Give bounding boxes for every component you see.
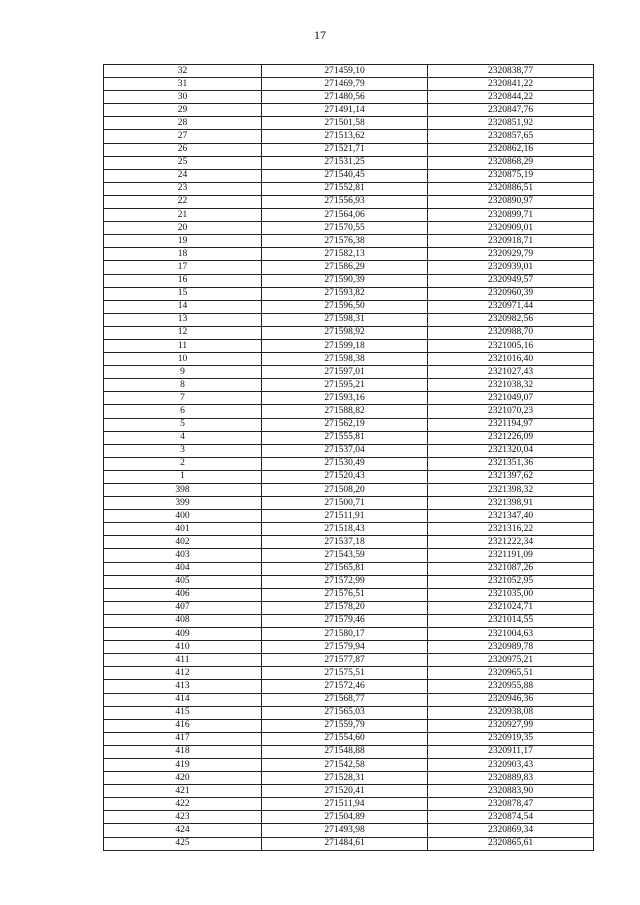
y-coordinate-cell: 2320929,79 (428, 248, 594, 261)
x-coordinate-cell: 271579,46 (262, 614, 428, 627)
x-coordinate-cell: 271556,93 (262, 195, 428, 208)
x-coordinate-cell: 271520,41 (262, 785, 428, 798)
point-number-cell: 401 (104, 523, 262, 536)
point-number-cell: 398 (104, 484, 262, 497)
x-coordinate-cell: 271552,81 (262, 182, 428, 195)
table-row (104, 706, 594, 719)
y-coordinate-cell: 2320989,78 (428, 641, 594, 654)
x-coordinate-cell: 271597,01 (262, 366, 428, 379)
x-coordinate-cell: 271537,04 (262, 444, 428, 457)
point-number-cell: 406 (104, 588, 262, 601)
y-coordinate-cell: 2320909,01 (428, 222, 594, 235)
table-row (104, 680, 594, 693)
point-number-cell: 12 (104, 326, 262, 339)
table-row (104, 222, 594, 235)
x-coordinate-cell: 271555,81 (262, 431, 428, 444)
point-number-cell: 405 (104, 575, 262, 588)
table-row (104, 601, 594, 614)
point-number-cell: 27 (104, 130, 262, 143)
table-row (104, 143, 594, 156)
y-coordinate-cell: 2320889,83 (428, 772, 594, 785)
y-coordinate-cell: 2320865,61 (428, 837, 594, 850)
y-coordinate-cell: 2320971,44 (428, 300, 594, 313)
table-row (104, 130, 594, 143)
point-number-cell: 410 (104, 641, 262, 654)
table-row (104, 654, 594, 667)
point-number-cell: 17 (104, 261, 262, 274)
y-coordinate-cell: 2320918,71 (428, 235, 594, 248)
point-number-cell: 413 (104, 680, 262, 693)
x-coordinate-cell: 271586,29 (262, 261, 428, 274)
table-row (104, 510, 594, 523)
page-number: 17 (314, 28, 326, 42)
point-number-cell: 4 (104, 431, 262, 444)
table-row (104, 484, 594, 497)
x-coordinate-cell: 271598,31 (262, 313, 428, 326)
table-row (104, 235, 594, 248)
y-coordinate-cell: 2321004,63 (428, 628, 594, 641)
point-number-cell: 16 (104, 274, 262, 287)
y-coordinate-cell: 2321398,91 (428, 497, 594, 510)
table-row (104, 719, 594, 732)
x-coordinate-cell: 271580,17 (262, 628, 428, 641)
point-number-cell: 32 (104, 65, 262, 78)
y-coordinate-cell: 2320903,43 (428, 758, 594, 771)
table-row (104, 117, 594, 130)
y-coordinate-cell: 2320857,65 (428, 130, 594, 143)
y-coordinate-cell: 2321347,40 (428, 510, 594, 523)
table-row (104, 274, 594, 287)
point-number-cell: 415 (104, 706, 262, 719)
point-number-cell: 404 (104, 562, 262, 575)
x-coordinate-cell: 271596,50 (262, 300, 428, 313)
y-coordinate-cell: 2320919,35 (428, 732, 594, 745)
y-coordinate-cell: 2321027,43 (428, 366, 594, 379)
x-coordinate-cell: 271593,16 (262, 392, 428, 405)
table-row (104, 287, 594, 300)
table-row (104, 169, 594, 182)
x-coordinate-cell: 271572,99 (262, 575, 428, 588)
y-coordinate-cell: 2321351,36 (428, 457, 594, 470)
y-coordinate-cell: 2320890,97 (428, 195, 594, 208)
point-number-cell: 22 (104, 195, 262, 208)
table-row (104, 641, 594, 654)
x-coordinate-cell: 271598,92 (262, 326, 428, 339)
point-number-cell: 408 (104, 614, 262, 627)
table-row (104, 78, 594, 91)
table-row (104, 772, 594, 785)
x-coordinate-cell: 271537,18 (262, 536, 428, 549)
y-coordinate-cell: 2320847,76 (428, 104, 594, 117)
table-row (104, 392, 594, 405)
table-row (104, 745, 594, 758)
table-row (104, 379, 594, 392)
x-coordinate-cell: 271570,55 (262, 222, 428, 235)
table-row (104, 614, 594, 627)
table-row (104, 758, 594, 771)
y-coordinate-cell: 2320844,22 (428, 91, 594, 104)
point-number-cell: 420 (104, 772, 262, 785)
coordinates-table (103, 64, 594, 851)
y-coordinate-cell: 2320875,19 (428, 169, 594, 182)
x-coordinate-cell: 271521,71 (262, 143, 428, 156)
table-row (104, 444, 594, 457)
table-row (104, 195, 594, 208)
table-row (104, 65, 594, 78)
table-row (104, 811, 594, 824)
y-coordinate-cell: 2320975,21 (428, 654, 594, 667)
y-coordinate-cell: 2320955,88 (428, 680, 594, 693)
table-row (104, 667, 594, 680)
x-coordinate-cell: 271542,58 (262, 758, 428, 771)
point-number-cell: 409 (104, 628, 262, 641)
point-number-cell: 30 (104, 91, 262, 104)
x-coordinate-cell: 271565,03 (262, 706, 428, 719)
x-coordinate-cell: 271540,45 (262, 169, 428, 182)
table-row (104, 457, 594, 470)
table-row (104, 562, 594, 575)
y-coordinate-cell: 2320988,70 (428, 326, 594, 339)
table-row (104, 182, 594, 195)
y-coordinate-cell: 2321052,95 (428, 575, 594, 588)
point-number-cell: 13 (104, 313, 262, 326)
point-number-cell: 411 (104, 654, 262, 667)
x-coordinate-cell: 271565,81 (262, 562, 428, 575)
table-row (104, 732, 594, 745)
x-coordinate-cell: 271491,14 (262, 104, 428, 117)
x-coordinate-cell: 271576,51 (262, 588, 428, 601)
table-row (104, 366, 594, 379)
point-number-cell: 400 (104, 510, 262, 523)
point-number-cell: 6 (104, 405, 262, 418)
point-number-cell: 419 (104, 758, 262, 771)
x-coordinate-cell: 271531,25 (262, 156, 428, 169)
x-coordinate-cell: 271588,82 (262, 405, 428, 418)
x-coordinate-cell: 271513,62 (262, 130, 428, 143)
y-coordinate-cell: 2320965,51 (428, 667, 594, 680)
table-row (104, 209, 594, 222)
table-row (104, 261, 594, 274)
point-number-cell: 31 (104, 78, 262, 91)
point-number-cell: 23 (104, 182, 262, 195)
y-coordinate-cell: 2321397,62 (428, 470, 594, 483)
y-coordinate-cell: 2320883,90 (428, 785, 594, 798)
y-coordinate-cell: 2320878,47 (428, 798, 594, 811)
y-coordinate-cell: 2321038,32 (428, 379, 594, 392)
y-coordinate-cell: 2321070,23 (428, 405, 594, 418)
point-number-cell: 412 (104, 667, 262, 680)
point-number-cell: 424 (104, 824, 262, 837)
x-coordinate-cell: 271528,31 (262, 772, 428, 785)
table-row (104, 798, 594, 811)
point-number-cell: 15 (104, 287, 262, 300)
table-row (104, 104, 594, 117)
point-number-cell: 8 (104, 379, 262, 392)
table-row (104, 405, 594, 418)
x-coordinate-cell: 271511,91 (262, 510, 428, 523)
point-number-cell: 423 (104, 811, 262, 824)
y-coordinate-cell: 2321398,32 (428, 484, 594, 497)
x-coordinate-cell: 271559,79 (262, 719, 428, 732)
point-number-cell: 14 (104, 300, 262, 313)
x-coordinate-cell: 271593,82 (262, 287, 428, 300)
x-coordinate-cell: 271572,46 (262, 680, 428, 693)
point-number-cell: 9 (104, 366, 262, 379)
y-coordinate-cell: 2320960,39 (428, 287, 594, 300)
table-row (104, 326, 594, 339)
table-row (104, 91, 594, 104)
point-number-cell: 422 (104, 798, 262, 811)
point-number-cell: 21 (104, 209, 262, 222)
point-number-cell: 402 (104, 536, 262, 549)
point-number-cell: 5 (104, 418, 262, 431)
x-coordinate-cell: 271543,59 (262, 549, 428, 562)
table-row (104, 418, 594, 431)
x-coordinate-cell: 271599,18 (262, 339, 428, 352)
table-row (104, 693, 594, 706)
point-number-cell: 407 (104, 601, 262, 614)
table-row (104, 549, 594, 562)
y-coordinate-cell: 2321316,22 (428, 523, 594, 536)
point-number-cell: 1 (104, 470, 262, 483)
table-row (104, 431, 594, 444)
x-coordinate-cell: 271578,20 (262, 601, 428, 614)
x-coordinate-cell: 271582,13 (262, 248, 428, 261)
point-number-cell: 7 (104, 392, 262, 405)
y-coordinate-cell: 2320938,08 (428, 706, 594, 719)
y-coordinate-cell: 2321226,09 (428, 431, 594, 444)
x-coordinate-cell: 271500,71 (262, 497, 428, 510)
x-coordinate-cell: 271469,79 (262, 78, 428, 91)
table-row (104, 470, 594, 483)
point-number-cell: 421 (104, 785, 262, 798)
y-coordinate-cell: 2321191,09 (428, 549, 594, 562)
x-coordinate-cell: 271576,38 (262, 235, 428, 248)
x-coordinate-cell: 271575,51 (262, 667, 428, 680)
x-coordinate-cell: 271564,06 (262, 209, 428, 222)
x-coordinate-cell: 271579,94 (262, 641, 428, 654)
y-coordinate-cell: 2320874,54 (428, 811, 594, 824)
x-coordinate-cell: 271459,10 (262, 65, 428, 78)
x-coordinate-cell: 271577,87 (262, 654, 428, 667)
table-row (104, 536, 594, 549)
point-number-cell: 3 (104, 444, 262, 457)
x-coordinate-cell: 271548,88 (262, 745, 428, 758)
point-number-cell: 417 (104, 732, 262, 745)
point-number-cell: 18 (104, 248, 262, 261)
x-coordinate-cell: 271530,49 (262, 457, 428, 470)
y-coordinate-cell: 2320851,92 (428, 117, 594, 130)
x-coordinate-cell: 271562,19 (262, 418, 428, 431)
y-coordinate-cell: 2321014,55 (428, 614, 594, 627)
table-row (104, 588, 594, 601)
point-number-cell: 28 (104, 117, 262, 130)
point-number-cell: 11 (104, 339, 262, 352)
x-coordinate-cell: 271508,20 (262, 484, 428, 497)
table-row (104, 523, 594, 536)
point-number-cell: 416 (104, 719, 262, 732)
y-coordinate-cell: 2321320,04 (428, 444, 594, 457)
x-coordinate-cell: 271484,61 (262, 837, 428, 850)
y-coordinate-cell: 2320862,16 (428, 143, 594, 156)
y-coordinate-cell: 2320949,57 (428, 274, 594, 287)
y-coordinate-cell: 2320899,71 (428, 209, 594, 222)
x-coordinate-cell: 271568,77 (262, 693, 428, 706)
table-row (104, 497, 594, 510)
point-number-cell: 414 (104, 693, 262, 706)
y-coordinate-cell: 2320869,34 (428, 824, 594, 837)
table-row (104, 339, 594, 352)
table-row (104, 824, 594, 837)
x-coordinate-cell: 271598,38 (262, 353, 428, 366)
coordinates-table-body (104, 65, 594, 851)
x-coordinate-cell: 271554,60 (262, 732, 428, 745)
y-coordinate-cell: 2320838,77 (428, 65, 594, 78)
y-coordinate-cell: 2320841,22 (428, 78, 594, 91)
point-number-cell: 24 (104, 169, 262, 182)
point-number-cell: 20 (104, 222, 262, 235)
y-coordinate-cell: 2321005,16 (428, 339, 594, 352)
x-coordinate-cell: 271595,21 (262, 379, 428, 392)
x-coordinate-cell: 271518,43 (262, 523, 428, 536)
point-number-cell: 2 (104, 457, 262, 470)
table-row (104, 248, 594, 261)
y-coordinate-cell: 2321024,71 (428, 601, 594, 614)
table-row (104, 313, 594, 326)
table-row (104, 785, 594, 798)
y-coordinate-cell: 2320868,29 (428, 156, 594, 169)
x-coordinate-cell: 271480,56 (262, 91, 428, 104)
table-row (104, 628, 594, 641)
y-coordinate-cell: 2320946,36 (428, 693, 594, 706)
table-row (104, 300, 594, 313)
point-number-cell: 19 (104, 235, 262, 248)
point-number-cell: 10 (104, 353, 262, 366)
y-coordinate-cell: 2321035,00 (428, 588, 594, 601)
x-coordinate-cell: 271511,94 (262, 798, 428, 811)
table-row (104, 837, 594, 850)
y-coordinate-cell: 2321016,40 (428, 353, 594, 366)
table-row (104, 156, 594, 169)
point-number-cell: 25 (104, 156, 262, 169)
point-number-cell: 29 (104, 104, 262, 117)
point-number-cell: 403 (104, 549, 262, 562)
y-coordinate-cell: 2320927,99 (428, 719, 594, 732)
point-number-cell: 418 (104, 745, 262, 758)
y-coordinate-cell: 2320911,17 (428, 745, 594, 758)
point-number-cell: 399 (104, 497, 262, 510)
table-row (104, 353, 594, 366)
y-coordinate-cell: 2320886,51 (428, 182, 594, 195)
y-coordinate-cell: 2321194,97 (428, 418, 594, 431)
table-row (104, 575, 594, 588)
y-coordinate-cell: 2320982,56 (428, 313, 594, 326)
y-coordinate-cell: 2320939,01 (428, 261, 594, 274)
x-coordinate-cell: 271493,98 (262, 824, 428, 837)
y-coordinate-cell: 2321087,26 (428, 562, 594, 575)
x-coordinate-cell: 271520,43 (262, 470, 428, 483)
y-coordinate-cell: 2321049,07 (428, 392, 594, 405)
x-coordinate-cell: 271590,39 (262, 274, 428, 287)
x-coordinate-cell: 271501,58 (262, 117, 428, 130)
x-coordinate-cell: 271504,89 (262, 811, 428, 824)
y-coordinate-cell: 2321222,34 (428, 536, 594, 549)
point-number-cell: 425 (104, 837, 262, 850)
point-number-cell: 26 (104, 143, 262, 156)
